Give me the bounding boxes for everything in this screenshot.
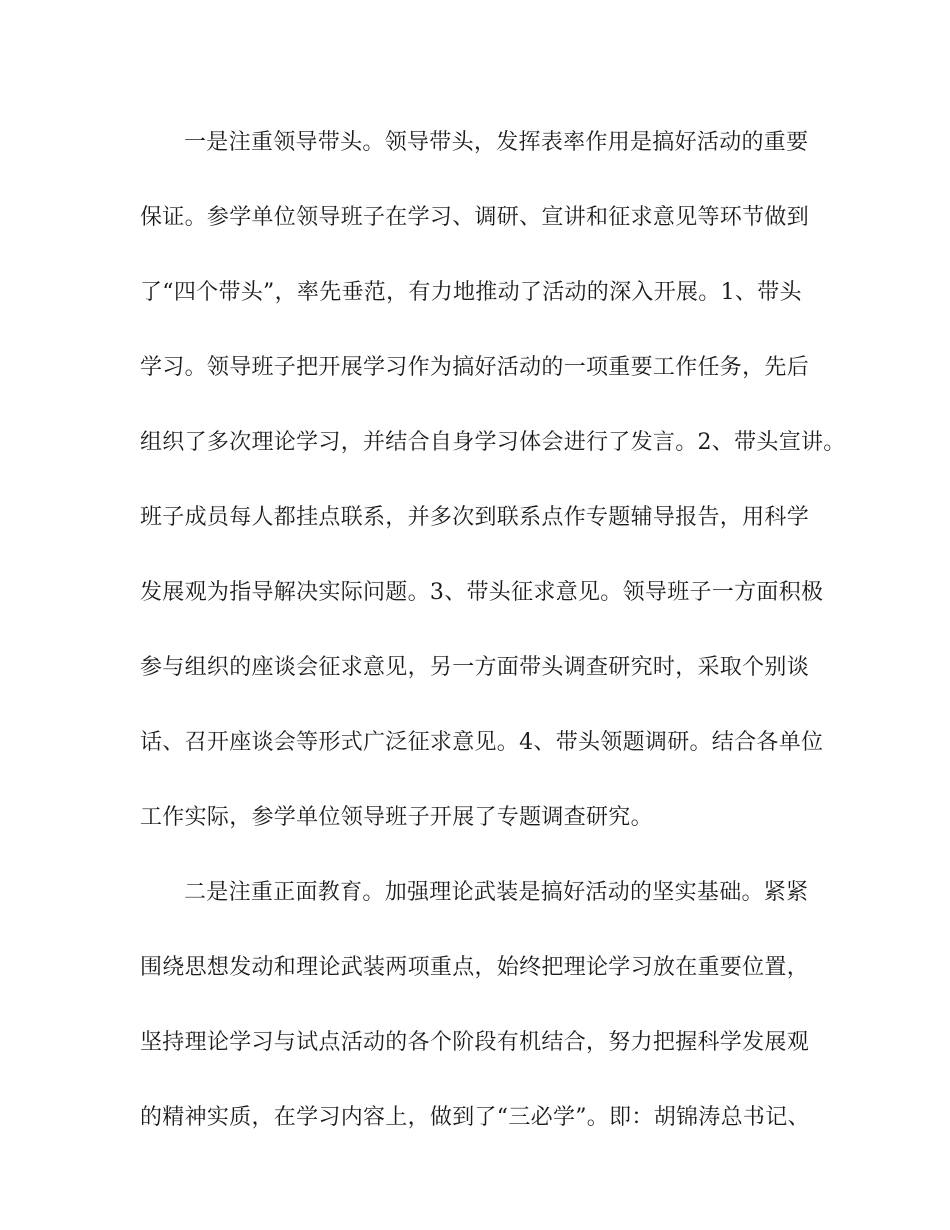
paragraph-1-line-4: 学习。领导班子把开展学习作为搞好活动的一项重要工作任务，先后 [140, 355, 810, 380]
paragraph-1-line-10: 工作实际，参学单位领导班子开展了专题调查研究。 [140, 805, 653, 830]
paragraph-1-line-3: 了“四个带头”，率先垂范，有力地推动了活动的深入开展。1、带头 [140, 280, 802, 305]
paragraph-1-line-5: 组织了多次理论学习，并结合自身学习体会进行了发言。2、带头宣讲。 [140, 430, 846, 455]
paragraph-1-line-7: 发展观为指导解决实际问题。3、带头征求意见。领导班子一方面积极 [140, 580, 824, 605]
paragraph-2-line-1: 二是注重正面教育。加强理论武装是搞好活动的坚实基础。紧紧 [184, 880, 809, 905]
paragraph-2-line-3: 坚持理论学习与试点活动的各个阶段有机结合，努力把握科学发展观 [140, 1030, 810, 1055]
paragraph-2-line-2: 围绕思想发动和理论武装两项重点，始终把理论学习放在重要位置， [140, 955, 810, 980]
paragraph-1-line-6: 班子成员每人都挂点联系，并多次到联系点作专题辅导报告，用科学 [140, 505, 810, 530]
paragraph-1-line-8: 参与组织的座谈会征求意见，另一方面带头调查研究时，采取个别谈 [140, 655, 810, 680]
paragraph-2-line-4: 的精神实质，在学习内容上，做到了“三必学”。即：胡锦涛总书记、 [140, 1105, 810, 1130]
paragraph-1-line-1: 一是注重领导带头。领导带头，发挥表率作用是搞好活动的重要 [184, 130, 809, 155]
paragraph-1-line-2: 保证。参学单位领导班子在学习、调研、宣讲和征求意见等环节做到 [140, 205, 810, 230]
paragraph-1-line-9: 话、召开座谈会等形式广泛征求意见。4、带头领题调研。结合各单位 [140, 730, 824, 755]
